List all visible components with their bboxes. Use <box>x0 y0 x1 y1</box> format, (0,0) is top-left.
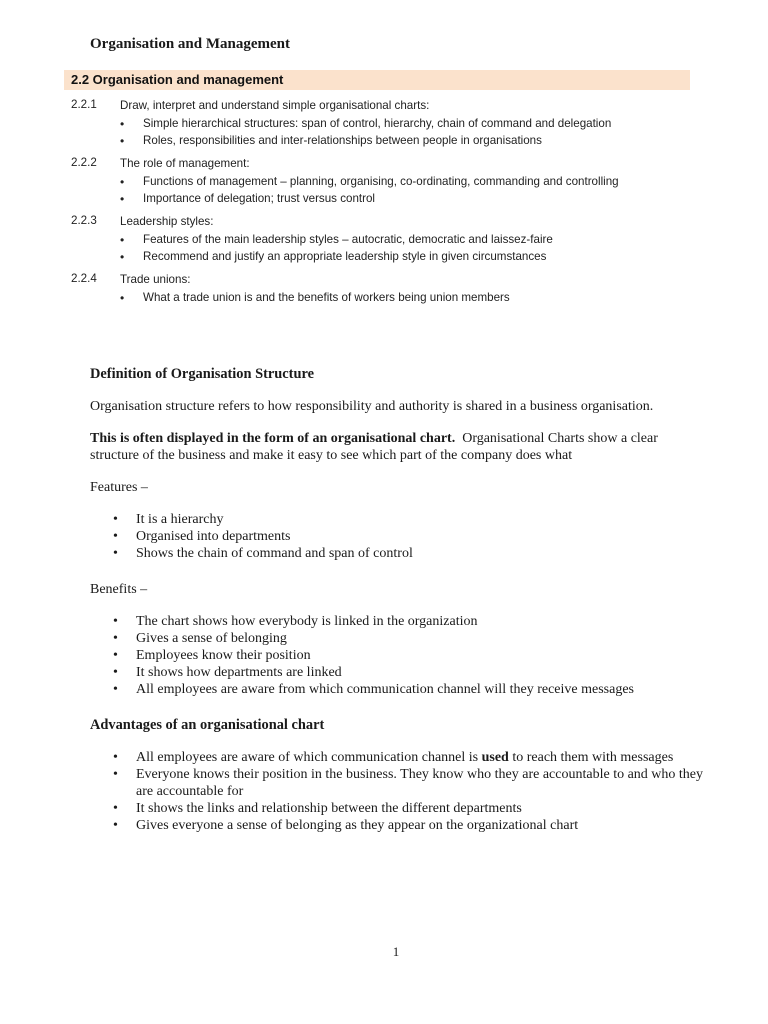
benefits-label: Benefits – <box>90 582 148 597</box>
list-item: • Recommend and justify an appropriate leadership style in given circumstances <box>143 250 690 264</box>
chart-paragraph <box>90 430 708 464</box>
document-title: Organisation and Management <box>90 36 291 52</box>
list-item: • It shows how departments are linked <box>136 664 708 681</box>
page-number: 1 <box>392 944 400 959</box>
advantage-text: to reach them with messages <box>512 750 674 765</box>
list-item: • Gives everyone a sense of belonging as they appear on the organizational chart <box>136 817 708 834</box>
features-list <box>90 511 708 562</box>
section-number: 2.2.2 <box>71 156 97 169</box>
section-list <box>64 175 690 206</box>
list-item: • Features of the main leadership styles – autocratic, democratic and laissez-faire <box>143 233 690 247</box>
section-title: Leadership styles: <box>120 215 214 228</box>
list-item: • Everyone knows their position in the business. They know who they are accountable to and who they are accountable for <box>136 766 708 800</box>
section-number: 2.2.1 <box>71 98 97 111</box>
advantage-bold-text: used <box>481 750 509 765</box>
section-number: 2.2.3 <box>71 214 97 227</box>
list-item: • Importance of delegation; trust versus control <box>143 192 690 206</box>
section-number: 2.2.4 <box>71 272 97 285</box>
section-title: Draw, interpret and understand simple organisational charts: <box>120 99 430 112</box>
section-title: Trade unions: <box>120 273 191 286</box>
section-title: The role of management: <box>120 157 250 170</box>
list-item: • Roles, responsibilities and inter-relationships between people in organisations <box>143 134 690 148</box>
list-item: • Organised into departments <box>136 528 708 545</box>
list-item: • What a trade union is and the benefits of workers being union members <box>143 291 690 305</box>
section-list <box>64 291 690 305</box>
benefits-list <box>90 613 708 698</box>
chart-text: Organisational Charts show a clear structure of the business and make it easy to see which part of the company does what <box>90 431 658 463</box>
list-item: • Gives a sense of belonging <box>136 630 708 647</box>
section-list <box>64 233 690 264</box>
syllabus-section-2-2-2 <box>64 156 690 206</box>
syllabus-section-2-2-4 <box>64 272 690 305</box>
document-body <box>90 366 708 853</box>
syllabus-header: 2.2 Organisation and management <box>64 70 690 90</box>
list-item: • It is a hierarchy <box>136 511 708 528</box>
syllabus-box <box>64 70 690 308</box>
chart-bold-text: This is often displayed in the form of an organisational chart. <box>90 431 456 446</box>
definition-heading: Definition of Organisation Structure <box>90 366 314 382</box>
advantages-heading: Advantages of an organisational chart <box>90 717 325 733</box>
list-item: • The chart shows how everybody is linked in the organization <box>136 613 708 630</box>
list-item: • It shows the links and relationship between the different departments <box>136 800 708 817</box>
list-item: • All employees are aware from which communication channel will they receive messages <box>136 681 708 698</box>
advantages-list <box>90 749 708 834</box>
list-item: • Shows the chain of command and span of control <box>136 545 708 562</box>
advantage-text: All employees are aware of which communication channel is <box>136 750 479 765</box>
section-list <box>64 117 690 148</box>
list-item: • Simple hierarchical structures: span of control, hierarchy, chain of command and delegation <box>143 117 690 131</box>
syllabus-section-2-2-3 <box>64 214 690 264</box>
definition-text: Organisation structure refers to how responsibility and authority is shared in a business organisation. <box>90 399 654 414</box>
list-item <box>136 749 708 766</box>
list-item: • Employees know their position <box>136 647 708 664</box>
list-item: • Functions of management – planning, organising, co-ordinating, commanding and controlling <box>143 175 690 189</box>
features-label: Features – <box>90 480 148 495</box>
syllabus-section-2-2-1 <box>64 98 690 148</box>
